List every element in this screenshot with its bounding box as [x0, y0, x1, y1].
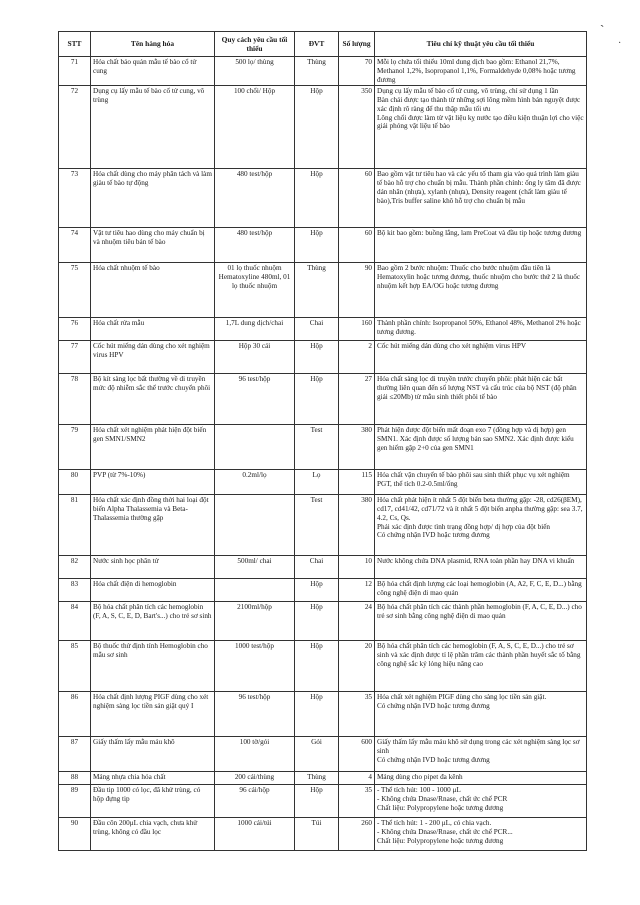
cell-item-name: Giấy thấm lấy mẫu máu khô [91, 737, 215, 772]
cell-item-name: Hóa chất dùng cho máy phân tách và làm giàu tế bào tự động [91, 169, 215, 228]
cell-item-name: Hóa chất nhuộm tế bào [91, 263, 215, 318]
cell-item-name: Hóa chất rửa mẫu [91, 318, 215, 341]
cell-stt: 86 [59, 692, 91, 737]
cell-unit: Thùng [295, 57, 339, 86]
cell-spec: 480 test/hộp [215, 228, 295, 263]
cell-quantity: 27 [339, 374, 375, 425]
cell-unit: Hộp [295, 86, 339, 169]
cell-stt: 74 [59, 228, 91, 263]
header-technical-criteria: Tiêu chí kỹ thuật yêu cầu tối thiểu [375, 32, 587, 57]
table-row [59, 86, 587, 169]
cell-unit: Thùng [295, 772, 339, 785]
table-row [59, 495, 587, 556]
cell-item-name: Nước sinh học phân tử [91, 556, 215, 579]
table-row [59, 641, 587, 692]
table-row [59, 692, 587, 737]
table-row [59, 556, 587, 579]
cell-technical-criteria: Máng dùng cho pipet đa kênh [375, 772, 587, 785]
cell-quantity: 60 [339, 169, 375, 228]
cell-spec: 100 tờ/gói [215, 737, 295, 772]
cell-technical-criteria: - Thể tích hút: 1 - 200 μL, có chia vạch. - Không chứa Dnase/Rnase, chất ức chế PCR... Chất liệu: Polypropylene hoặc tương đương [375, 818, 587, 851]
table-header-row [59, 32, 587, 57]
table-row [59, 772, 587, 785]
cell-quantity: 60 [339, 228, 375, 263]
cell-item-name: Máng nhựa chia hóa chất [91, 772, 215, 785]
cell-stt: 78 [59, 374, 91, 425]
table-row [59, 602, 587, 641]
cell-technical-criteria: Bao gồm 2 bước nhuộm: Thuốc cho bước nhuộm đầu tiên là Hematoxylin hoặc tương đương, thuốc nhuộm cho bước thứ 2 là thuốc nhuộm kết hợp EA/OG hoặc tương đương [375, 263, 587, 318]
cell-spec: 500 lọ/ thùng [215, 57, 295, 86]
cell-spec: 2100ml/hộp [215, 602, 295, 641]
table-row [59, 263, 587, 318]
cell-technical-criteria: Thành phần chính: Isopropanol 50%, Ethanol 48%, Methanol 2% hoặc tương đương. [375, 318, 587, 341]
cell-spec: 96 test/hộp [215, 374, 295, 425]
cell-quantity: 70 [339, 57, 375, 86]
cell-technical-criteria: Hóa chất xét nghiệm PIGF dùng cho sàng lọc tiền sản giật. Có chứng nhận IVD hoặc tương đương [375, 692, 587, 737]
cell-stt: 71 [59, 57, 91, 86]
cell-unit: Chai [295, 556, 339, 579]
cell-spec: 01 lọ thuốc nhuộm Hematoxyline 480ml, 01 lọ thuốc nhuộm [215, 263, 295, 318]
cell-spec: Hộp 30 cái [215, 341, 295, 374]
cell-unit: Test [295, 495, 339, 556]
cell-spec: 1000 test/hộp [215, 641, 295, 692]
table-row [59, 579, 587, 602]
cell-technical-criteria: Bộ kit bao gồm: buồng lắng, lam PreCoat và đầu tip hoặc tương đương [375, 228, 587, 263]
cell-spec: 96 test/hộp [215, 692, 295, 737]
cell-quantity: 2 [339, 341, 375, 374]
table-row [59, 818, 587, 851]
cell-stt: 83 [59, 579, 91, 602]
specification-table [58, 31, 587, 851]
cell-spec: 480 test/hộp [215, 169, 295, 228]
cell-quantity: 350 [339, 86, 375, 169]
cell-item-name: Hóa chất xác định đồng thời hai loại đột biến Alpha Thalassemia và Beta-Thalassemia thường gặp [91, 495, 215, 556]
cell-technical-criteria: Bộ hóa chất định lượng các loại hemoglobin (A, A2, F, C, E, D...) bằng công nghệ điện di mao quản [375, 579, 587, 602]
header-quantity: Số lượng [339, 32, 375, 57]
cell-unit: Hộp [295, 374, 339, 425]
cell-quantity: 115 [339, 470, 375, 495]
cell-stt: 85 [59, 641, 91, 692]
cell-unit: Túi [295, 818, 339, 851]
cell-technical-criteria: Hóa chất sàng lọc di truyền trước chuyển phôi: phát hiện các bất thường liên quan đến số lượng NST và cấu trúc của bộ NST (độ phân giải ≤20Mb) từ mẫu sinh thiết phôi tế bào [375, 374, 587, 425]
cell-stt: 75 [59, 263, 91, 318]
table-row [59, 785, 587, 818]
table-row [59, 425, 587, 470]
cell-item-name: Vật tư tiêu hao dùng cho máy chuẩn bị và nhuộm tiêu bản tế bào [91, 228, 215, 263]
cell-quantity: 12 [339, 579, 375, 602]
cell-technical-criteria: Hóa chất vận chuyển tế bào phôi sau sinh thiết phục vụ xét nghiệm PGT, thể tích 0.2-0.5ml/ống [375, 470, 587, 495]
table-row [59, 318, 587, 341]
cell-item-name: Đầu côn 200μL chia vạch, chưa khử trùng, không có đầu lọc [91, 818, 215, 851]
corner-mark: ` [600, 22, 605, 37]
cell-stt: 73 [59, 169, 91, 228]
cell-quantity: 90 [339, 263, 375, 318]
cell-item-name: Bộ hóa chất phân tích các hemoglobin (F, A, S, C, E, D, Bart's...) cho trẻ sơ sinh [91, 602, 215, 641]
cell-quantity: 10 [339, 556, 375, 579]
table-row [59, 470, 587, 495]
cell-item-name: Dụng cụ lấy mẫu tế bào cổ tử cung, vô trùng [91, 86, 215, 169]
cell-unit: Test [295, 425, 339, 470]
cell-technical-criteria: Giấy thấm lấy mẫu máu khô sử dụng trong các xét nghiệm sàng lọc sơ sinh Có chứng nhận IVD hoặc tương đương [375, 737, 587, 772]
cell-spec: 200 cái/thùng [215, 772, 295, 785]
table-row [59, 341, 587, 374]
header-stt: STT [59, 32, 91, 57]
cell-unit: Chai [295, 318, 339, 341]
cell-stt: 88 [59, 772, 91, 785]
cell-spec: 100 chổi/ Hộp [215, 86, 295, 169]
cell-item-name: Bộ kít sàng lọc bất thường về di truyền mức độ nhiễm sắc thể trước chuyển phôi [91, 374, 215, 425]
table-row [59, 374, 587, 425]
cell-technical-criteria: - Thể tích hút: 100 - 1000 μL - Không chứa Dnase/Rnase, chất ức chế PCR Chất liệu: Polypropylene hoặc tương đương [375, 785, 587, 818]
cell-technical-criteria: Cốc hút miếng dán dùng cho xét nghiệm virus HPV [375, 341, 587, 374]
table-row [59, 737, 587, 772]
cell-stt: 84 [59, 602, 91, 641]
cell-quantity: 380 [339, 495, 375, 556]
cell-unit: Hộp [295, 602, 339, 641]
cell-unit: Hộp [295, 228, 339, 263]
cell-spec: 96 cái/hộp [215, 785, 295, 818]
table-row [59, 228, 587, 263]
cell-quantity: 35 [339, 692, 375, 737]
header-unit: ĐVT [295, 32, 339, 57]
corner-mark: · [618, 38, 622, 49]
cell-quantity: 160 [339, 318, 375, 341]
cell-item-name: Cốc hút miếng dán dùng cho xét nghiệm virus HPV [91, 341, 215, 374]
cell-stt: 82 [59, 556, 91, 579]
cell-spec [215, 495, 295, 556]
cell-stt: 89 [59, 785, 91, 818]
cell-technical-criteria: Bộ hóa chất phân tích các hemoglobin (F, A, S, C, E, D...) cho trẻ sơ sinh và xác định được tỉ lệ phần trăm các thành phần huyết sắc tố bằng công nghệ sắc ký lỏng hiệu năng cao [375, 641, 587, 692]
cell-technical-criteria: Hóa chất phát hiện ít nhất 5 đột biến beta thường gặp: -28, cd26(βEM), cd17, cd41/42, cd71/72 và ít nhất 5 đột biến anpha thường gặp: sea 3.7, 4.2, Cs, Qs. Phải xác định được tình trạng đồng hợp/ dị hợp của đột biến Có chứng nhận IVD hoặc tương đương [375, 495, 587, 556]
cell-stt: 77 [59, 341, 91, 374]
document-sheet [58, 31, 586, 851]
cell-item-name: PVP (từ 7%-10%) [91, 470, 215, 495]
cell-spec [215, 425, 295, 470]
cell-stt: 76 [59, 318, 91, 341]
cell-technical-criteria: Bộ hóa chất phân tích các thành phần hemoglobin (F, A, C, E, D...) cho trẻ sơ sinh bằng công nghệ điện di mao quản [375, 602, 587, 641]
cell-spec: 0.2ml/lọ [215, 470, 295, 495]
cell-unit: Hộp [295, 169, 339, 228]
header-spec: Quy cách yêu cầu tối thiểu [215, 32, 295, 57]
cell-technical-criteria: Dụng cụ lấy mẫu tế bào cổ tử cung, vô trùng, chỉ sử dụng 1 lần Bàn chải được tạo thành từ những sợi lông mềm hình bán nguyệt được xác định rõ ràng để thu thập mẫu tối ưu Lông chổi được làm từ vật liệu kỵ nước tạo điều kiện thuận lợi cho việc giải phóng vật liệu tế bào [375, 86, 587, 169]
cell-spec [215, 579, 295, 602]
cell-stt: 87 [59, 737, 91, 772]
cell-stt: 80 [59, 470, 91, 495]
cell-unit: Thùng [295, 263, 339, 318]
cell-quantity: 260 [339, 818, 375, 851]
cell-spec: 1000 cái/túi [215, 818, 295, 851]
cell-quantity: 20 [339, 641, 375, 692]
cell-item-name: Đầu tip 1000 có lọc, đã khử trùng, có hộp đựng tip [91, 785, 215, 818]
cell-item-name: Bộ thuốc thử định tính Hemoglobin cho mẫu sơ sinh [91, 641, 215, 692]
cell-unit: Hộp [295, 785, 339, 818]
table-row [59, 169, 587, 228]
cell-quantity: 600 [339, 737, 375, 772]
cell-technical-criteria: Mỗi lọ chứa tối thiểu 10ml dung dịch bao gồm: Ethanol 21,7%, Methanol 1,2%, Isopropanol 1,1%, Formaldehyde 0,08% hoặc tương đương [375, 57, 587, 86]
cell-spec: 500ml/ chai [215, 556, 295, 579]
cell-unit: Hộp [295, 692, 339, 737]
header-item-name: Tên hàng hóa [91, 32, 215, 57]
cell-unit: Gói [295, 737, 339, 772]
cell-unit: Hộp [295, 579, 339, 602]
cell-unit: Lọ [295, 470, 339, 495]
cell-item-name: Hóa chất định lượng PIGF dùng cho xét nghiệm sàng lọc tiền sản giật quý I [91, 692, 215, 737]
cell-stt: 81 [59, 495, 91, 556]
cell-stt: 79 [59, 425, 91, 470]
cell-technical-criteria: Bao gồm vật tư tiêu hao và các yếu tố tham gia vào quá trình làm giàu tế bào hỗ trợ cho chuẩn bị mẫu. Thành phần chính: ống ly tâm đã được dán nhãn (nhựa), xylanh (nhựa), Density reagent (chất làm giàu tế bào),Tris buffer saline khô hỗ trợ cho chuẩn bị mẫu [375, 169, 587, 228]
cell-stt: 72 [59, 86, 91, 169]
cell-unit: Hộp [295, 641, 339, 692]
cell-quantity: 4 [339, 772, 375, 785]
cell-item-name: Hóa chất điện di hemoglobin [91, 579, 215, 602]
cell-item-name: Hóa chất xét nghiệm phát hiện đột biến gen SMN1/SMN2 [91, 425, 215, 470]
cell-technical-criteria: Phát hiện được đột biến mất đoạn exo 7 (đồng hợp và dị hợp) gen SMN1. Xác định được số lượng bản sao SMN2. Xác định được kiểu gen hiếm gặp 2+0 của gen SMN1 [375, 425, 587, 470]
cell-quantity: 35 [339, 785, 375, 818]
faint-stamp [10, 495, 38, 565]
table-row [59, 57, 587, 86]
cell-stt: 90 [59, 818, 91, 851]
cell-spec: 1,7L dung dịch/chai [215, 318, 295, 341]
cell-item-name: Hóa chất bảo quản mẫu tế bào cổ tử cung [91, 57, 215, 86]
cell-quantity: 24 [339, 602, 375, 641]
cell-technical-criteria: Nước không chứa DNA plasmid, RNA toàn phần hay DNA vi khuẩn [375, 556, 587, 579]
cell-quantity: 380 [339, 425, 375, 470]
cell-unit: Hộp [295, 341, 339, 374]
